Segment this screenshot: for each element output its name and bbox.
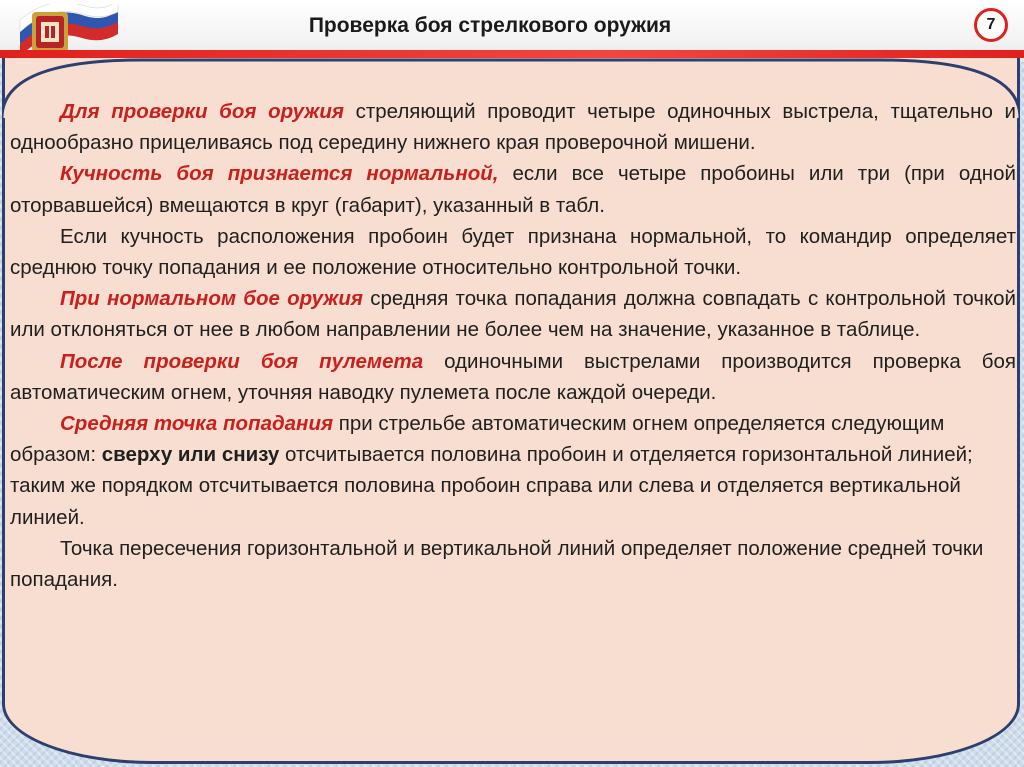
paragraph-1-highlight: Для проверки боя оружия: [60, 100, 344, 123]
paragraph-2-highlight: Кучность боя признается нормальной,: [60, 162, 499, 186]
page-number-badge: 7: [974, 8, 1008, 42]
paragraph-1: [10, 96, 1016, 158]
paragraph-6: [10, 408, 1016, 533]
paragraph-2: [10, 158, 1016, 220]
paragraph-6-text-a: при стрельбе автоматическим огнем определяется следующим образом:: [10, 412, 945, 467]
slide-body: [10, 96, 1016, 595]
paragraph-7-text: Точка пересечения горизонтальной и вертикальной линий определяет положение средней точки попадания.: [10, 536, 984, 592]
paragraph-7: [10, 533, 1016, 595]
paragraph-3-text: Если кучность расположения пробоин будет признана нормальной, то командир определяет среднюю точку попадания и ее положение относительно контрольной точки.: [10, 224, 1016, 280]
paragraph-5-text: одиночными выстрелами производится проверка боя автоматическим огнем, уточняя наводку пулемета после каждой очереди.: [10, 349, 1017, 404]
paragraph-5-highlight: После проверки боя пулемета: [60, 349, 424, 373]
coat-of-arms-icon: [10, 4, 120, 56]
paragraph-6-highlight: Средняя точка попадания: [60, 412, 334, 436]
paragraph-2-text: если все четыре пробоины или три (при одной оторвавшейся) вмещаются в круг (габарит), указанный в табл.: [10, 162, 1016, 217]
paragraph-4: [10, 283, 1016, 345]
paragraph-3: [10, 221, 1016, 283]
paragraph-4-text: средняя точка попадания должна совпадать с контрольной точкой или отклоняться от нее в любом направлении не более чем на значение, указанное в таблице.: [10, 287, 1017, 342]
paragraph-6-text-b: отсчитывается половина пробоин и отделяется горизонтальной линией; таким же порядком отсчитывается половина пробоин справа или слева и отделяется вертикальной линией.: [10, 443, 973, 529]
slide-title: Проверка боя стрелкового оружия: [308, 14, 672, 37]
paragraph-5: [10, 346, 1016, 408]
paragraph-6-bold: сверху или снизу: [101, 443, 280, 467]
paragraph-1-text: стреляющий проводит четыре одиночных выстрела, тщательно и однообразно прицеливаясь под середину нижнего края проверочной мишени.: [10, 100, 1016, 155]
paragraph-4-highlight: При нормальном бое оружия: [60, 287, 363, 311]
header-accent-line: [0, 50, 1024, 58]
